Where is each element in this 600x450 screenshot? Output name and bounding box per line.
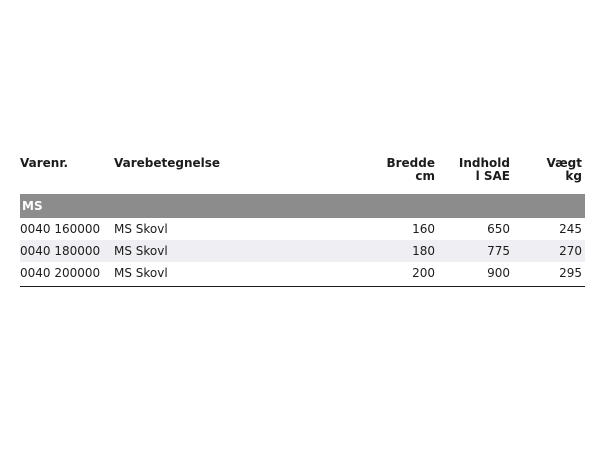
table-bottom-rule [20, 286, 585, 287]
table-row [20, 218, 585, 240]
cell-varenr: 0040 160000 [20, 222, 101, 236]
cell-varenr: 0040 200000 [20, 266, 101, 280]
header-varebetegnelse: Varebetegnelse [114, 156, 221, 170]
header-vaegt: Vægt kg [546, 156, 582, 183]
header-varenr: Varenr. [20, 156, 69, 170]
cell-indhold: 775 [487, 244, 510, 258]
cell-bredde: 180 [412, 244, 435, 258]
group-header-ms [20, 194, 585, 218]
cell-indhold: 650 [487, 222, 510, 236]
header-bredde: Bredde cm [386, 156, 435, 183]
cell-vaegt: 245 [559, 222, 582, 236]
cell-varebetegnelse: MS Skovl [114, 266, 168, 280]
product-table [20, 157, 585, 287]
cell-bredde: 200 [412, 266, 435, 280]
table-header-row [20, 157, 585, 189]
cell-varenr: 0040 180000 [20, 244, 101, 258]
cell-varebetegnelse: MS Skovl [114, 222, 168, 236]
table-row [20, 262, 585, 284]
cell-indhold: 900 [487, 266, 510, 280]
group-label: MS [22, 199, 43, 213]
cell-vaegt: 270 [559, 244, 582, 258]
cell-bredde: 160 [412, 222, 435, 236]
cell-vaegt: 295 [559, 266, 582, 280]
header-indhold: Indhold l SAE [458, 156, 510, 183]
cell-varebetegnelse: MS Skovl [114, 244, 168, 258]
table-row [20, 240, 585, 262]
